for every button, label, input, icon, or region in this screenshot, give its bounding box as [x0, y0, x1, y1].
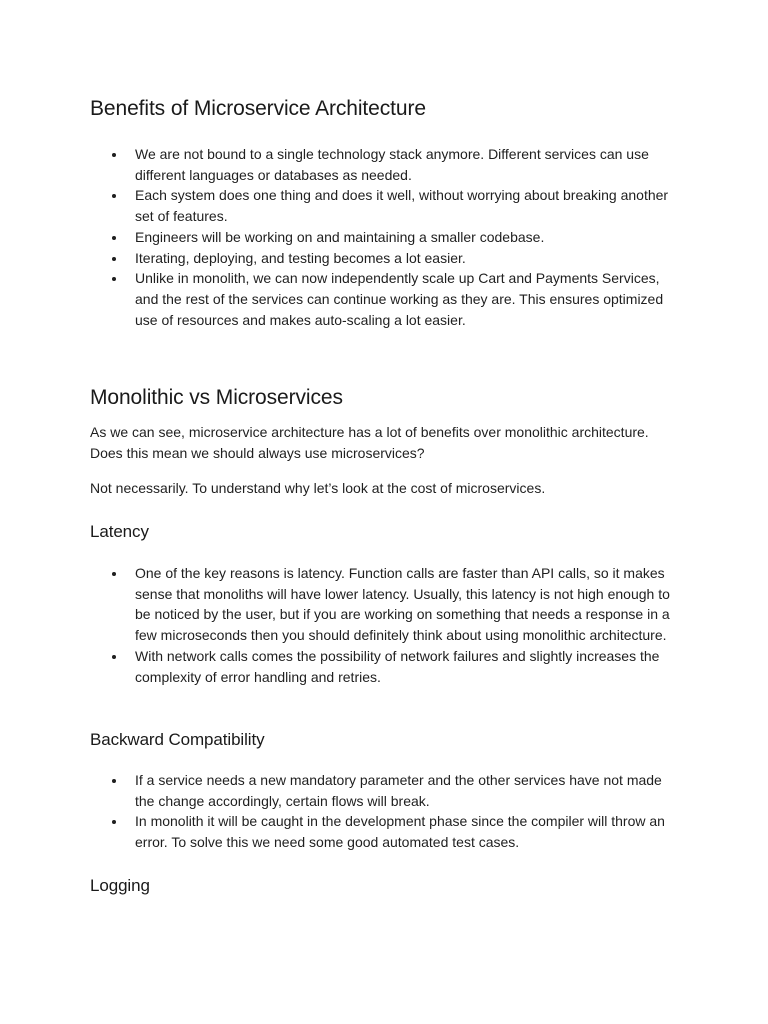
paragraph-not-necessarily: Not necessarily. To understand why let’s look at the cost of microservices.: [90, 480, 546, 496]
benefits-list: [90, 144, 680, 330]
backward-list: [90, 770, 680, 853]
heading-latency: Latency: [90, 522, 149, 541]
heading-logging: Logging: [90, 876, 150, 895]
list-item: We are not bound to a single technology stack anymore. Different services can use different languages or databases as needed.: [90, 144, 680, 185]
list-item: Iterating, deploying, and testing becomes a lot easier.: [90, 248, 680, 269]
list-item: If a service needs a new mandatory parameter and the other services have not made the change accordingly, certain flows will break.: [90, 770, 680, 811]
paragraph-intro: As we can see, microservice architecture has a lot of benefits over monolithic architecture. Does this mean we should always use microservices?: [90, 424, 649, 461]
heading-backward-compatibility: Backward Compatibility: [90, 730, 265, 749]
heading-monolithic-vs-microservices: Monolithic vs Microservices: [90, 386, 343, 409]
list-item: Engineers will be working on and maintaining a smaller codebase.: [90, 227, 680, 248]
list-item: In monolith it will be caught in the development phase since the compiler will throw an error. To solve this we need some good automated test cases.: [90, 811, 680, 852]
list-item: One of the key reasons is latency. Function calls are faster than API calls, so it makes sense that monoliths will have lower latency. Usually, this latency is not high enough to be noticed by the user, but if you are working on something that needs a response in a few microseconds then you should definitely think about using monolithic architecture.: [90, 563, 680, 646]
latency-list: [90, 563, 680, 687]
heading-benefits: Benefits of Microservice Architecture: [90, 97, 426, 120]
list-item: Each system does one thing and does it well, without worrying about breaking another set of features.: [90, 185, 680, 226]
list-item: With network calls comes the possibility of network failures and slightly increases the complexity of error handling and retries.: [90, 646, 680, 687]
list-item: Unlike in monolith, we can now independently scale up Cart and Payments Services, and the rest of the services can continue working as they are. This ensures optimized use of resources and makes auto-scaling a lot easier.: [90, 268, 680, 330]
